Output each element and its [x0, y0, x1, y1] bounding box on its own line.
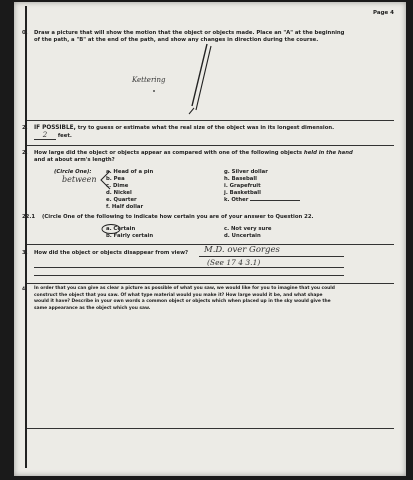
q22-1-text: (Circle One of the following to indicate how certain you are of your answer to Question 22. — [42, 214, 314, 220]
q23-answer-line2[interactable]: (See 17 4 3.1) — [207, 258, 261, 267]
q23-answer-line1[interactable]: M.D. over Gorges — [204, 245, 280, 255]
form-page — [14, 2, 406, 476]
option-certain[interactable]: a. Certain — [106, 226, 136, 232]
option-e[interactable]: e. Quarter — [106, 197, 137, 203]
answer-line-1 — [199, 256, 344, 257]
option-f[interactable]: f. Half dollar — [106, 204, 144, 210]
page-number: Page 4 — [372, 10, 394, 16]
option-fairly-certain[interactable]: b. Fairly certain — [106, 233, 154, 239]
answer-line-3 — [34, 275, 344, 276]
option-k-row — [224, 197, 300, 204]
option-h[interactable]: h. Baseball — [224, 176, 257, 182]
divider-1 — [27, 120, 394, 121]
q24-text-line2: construct the object that you saw. Of what type material would you make it? How large would it be, and what shape — [34, 292, 323, 298]
q21a-feet-row — [34, 132, 72, 140]
other-blank[interactable] — [250, 200, 300, 201]
left-margin-line — [25, 6, 27, 468]
sketch-label: Kettering — [132, 76, 166, 84]
option-c[interactable]: c. Dime — [106, 183, 129, 189]
q22-text-line2: and at about arm's length? — [34, 157, 115, 163]
q21a-text: try to guess or estimate what the real size of the object was in its longest dimension. — [77, 125, 335, 131]
q24-text — [34, 286, 335, 312]
option-a[interactable]: a. Head of a pin — [106, 169, 154, 175]
q21a-text-row — [34, 125, 334, 132]
q21a-label: IF POSSIBLE, — [34, 125, 76, 131]
option-not-very-sure[interactable]: c. Not very sure — [224, 226, 272, 232]
q23-text: How did the object or objects disappear from view? — [34, 250, 189, 256]
q21-text-line2: of the path, a "B" at the end of the path, and show any changes in direction during the course. — [34, 37, 319, 43]
q22-1-options-right — [224, 226, 272, 240]
q22-text-italic: held in the hand — [303, 150, 353, 156]
divider-4 — [27, 283, 394, 284]
q23-number: 3. — [22, 250, 28, 256]
circle-one-label: (Circle One): — [54, 169, 92, 175]
feet-answer[interactable]: 2 — [34, 132, 56, 140]
option-j[interactable]: j. Basketball — [224, 190, 261, 196]
answer-line-2 — [34, 267, 344, 268]
certain-circle-mark — [100, 223, 122, 235]
option-k[interactable]: k. Other — [224, 197, 249, 203]
q22-options-left — [106, 169, 153, 211]
q24-text-line3: would it have? Describe in your own words a common object or objects which when placed up in the sky would give the — [34, 299, 331, 304]
between-note: between — [62, 175, 97, 184]
option-b[interactable]: b. Pea — [106, 176, 125, 182]
q22-text-line1: How large did the object or objects appear as compared with one of the following objects — [34, 150, 303, 156]
feet-label: feet. — [57, 133, 72, 139]
q22-text-line1-row — [34, 150, 353, 157]
q24-text-line4: same appearance as the object which you saw. — [34, 305, 151, 311]
option-uncertain[interactable]: d. Uncertain — [224, 233, 261, 239]
divider-5 — [27, 428, 394, 429]
option-d[interactable]: d. Nickel — [106, 190, 132, 196]
divider-2 — [27, 145, 394, 146]
q22-1-number: 22.1 — [22, 214, 36, 220]
option-i[interactable]: i. Grapefruit — [224, 183, 261, 189]
q22-options-right — [224, 169, 300, 204]
q21-text-line1: Draw a picture that will show the motion that the object or objects made. Place an "A" at the beginning — [34, 30, 345, 36]
q21a-number: 2. — [22, 125, 28, 131]
q24-text-line1: In order that you can give as clear a picture as possible of what you saw, we would like for you to imagine that you could — [34, 286, 335, 291]
q22-number: 2. — [22, 150, 28, 156]
q21-number: 0. — [22, 30, 28, 36]
option-g[interactable]: g. Silver dollar — [224, 169, 268, 175]
q24-number: 4. — [22, 287, 27, 292]
